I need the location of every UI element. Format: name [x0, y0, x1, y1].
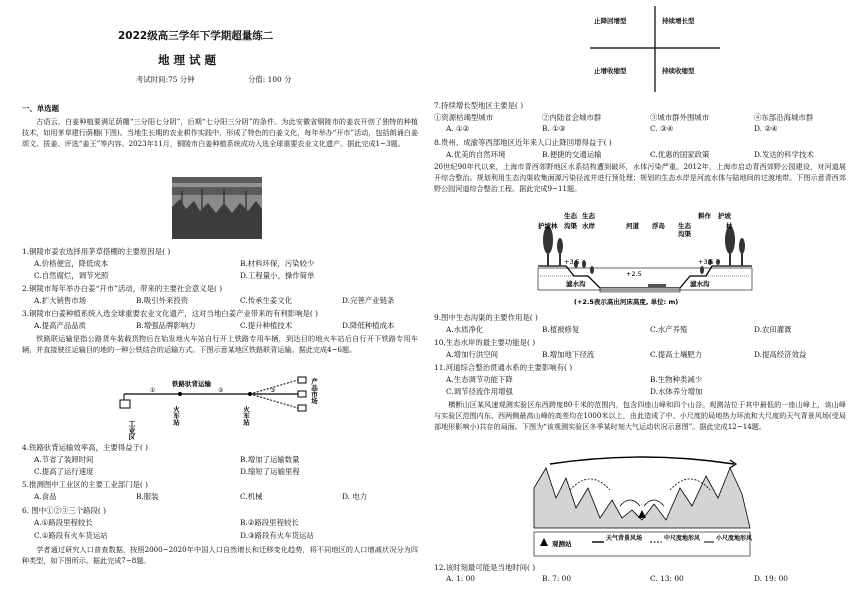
q12-option-a[interactable]: A. 1: 00 [446, 574, 475, 583]
q6-stem: 6. 图中①②③三个路段( ) [22, 506, 107, 515]
height-right: +3.5 [698, 258, 714, 266]
q4-stem: 4.铁路驮背运输效率高，主要得益于( ) [22, 443, 149, 452]
q7-option-c[interactable]: C. ③④ [650, 124, 674, 133]
q3-option-b[interactable]: B.增强品牌影响力 [136, 321, 196, 330]
quadrant-top-left: 止降回增型 [594, 17, 627, 25]
q11-option-a[interactable]: A.生态调节功能下降 [446, 375, 513, 384]
market-label: 产品市场 [310, 378, 318, 404]
q1-option-a[interactable]: A.价格便宜，降低成本 [34, 259, 109, 268]
q1-stem: 1.铜陵市姜农选择用茅草搭棚的主要原因是( ) [22, 247, 171, 256]
subject-title: 地 理 试 题 [158, 53, 217, 67]
q10-option-a[interactable]: A.增加行洪空间 [446, 350, 499, 359]
left-column [0, 0, 420, 607]
q3-stem: 3.铜陵市白姜种植系统入选全球重要农业文化遗产，这对当地白姜产业带来的有利影响是( ) [22, 309, 319, 318]
q4-option-b[interactable]: B.增加了运输数量 [240, 455, 300, 464]
marker-2: ② [218, 387, 224, 394]
marker-3: ③ [270, 387, 276, 394]
label-ditch-left: 沟渠 [564, 222, 577, 230]
section-heading: 一、单选题 [22, 104, 59, 113]
q7-item-3: ③城市群外围城市 [650, 113, 710, 122]
q3-option-c[interactable]: C.提升种植技术 [240, 321, 293, 330]
q12-option-d[interactable]: D. 19: 00 [754, 574, 789, 583]
q7-option-a[interactable]: A. ①② [446, 124, 470, 133]
q8-option-b[interactable]: B.便捷的交通运输 [542, 150, 602, 159]
q7-option-b[interactable]: B. ①③ [542, 124, 566, 133]
q1-option-d[interactable]: D.工程量小，操作简单 [240, 271, 315, 280]
q10-option-d[interactable]: D.提高经济效益 [754, 350, 807, 359]
q6-option-b[interactable]: B.②路段里程较长 [240, 518, 299, 527]
q6-option-a[interactable]: A.①路段里程较长 [34, 518, 93, 527]
industry-area-label: 工业区 [128, 420, 136, 440]
q7-stem: 7.持续增长型地区主要是( ) [434, 101, 524, 110]
q4-option-c[interactable]: C.提高了运行速度 [34, 467, 94, 476]
quadrant-bottom-right: 持续收缩型 [662, 67, 695, 75]
passage-5: 横断山区某风速观测实验区东西跨度80千米的范围内，包含四座山峰和四个山谷。观测站位于其中最低的一座山峰上，该山峰与实验区范围内东、西两侧最高山峰的高差均在1000米以上，由此造成了中、小尺度的局地热力环流和大尺度的天气背景风场(受局部地形影响小)共存的局面。下图为“该观测实验区冬季某时刻大气运动状况示意图”。据此完成12~14题。 [434, 400, 846, 432]
ginger-shed-photo [172, 177, 262, 239]
quadrant-top-right: 持续增长型 [662, 17, 695, 25]
q8-option-c[interactable]: C.优惠的国家政策 [650, 150, 710, 159]
passage-3: 学者通过研究人口普查数据，按照2000~2020年中国人口自然增长和迁移变化趋势，将不同地区的人口增减状况分为四种类型，如下图所示。据此完成7~8题。 [22, 545, 418, 566]
passage-4: 20世纪90年代以来，上海市青西郊野地区水系结构遭到破坏，水体污染严重。2012年，上海市启动青西郊野公园建设，对河道展开综合整治。规划利用生态沟渠收集面源污染径流并进行预处理；规划的生态水岸是河流水体与陆地间的过渡地带。下图示意青西郊野公园河道综合整治工程。据此完成9~11题。 [434, 162, 846, 194]
legend-meso-wind: 中尺度地形风 [664, 535, 701, 542]
river-caption: (+2.5表示高出河床高度, 单位: m) [574, 298, 679, 306]
q3-option-d[interactable]: D.降低种植成本 [342, 321, 395, 330]
exam-title: 2022级高三学年下学期超量练二 [118, 30, 274, 42]
label-eco-1: 生态 [564, 212, 577, 220]
right-column [430, 0, 850, 607]
label-eco-3: 生态 [678, 222, 691, 230]
passage-2: 铁路联运输是指公路货车装载货物后在始发地火车站自行开上铁路专用车辆，到达目的地火车站后自行开下铁路专用车辆，并直接驶往运输目的地的一种公铁结合的运输方式。下图示意某地区铁路联背运输。据此完成4~6题。 [22, 334, 418, 355]
height-left: +3.5 [564, 258, 580, 266]
q12-stem: 12.该时刻最可能是当地时间( ) [434, 563, 536, 572]
q11-option-b[interactable]: B.生物种类减少 [650, 375, 703, 384]
q7-item-1: ①资源枯竭型城市 [434, 113, 494, 122]
rail-transport-diagram [110, 374, 340, 440]
q8-option-a[interactable]: A.优美的自然环境 [446, 150, 506, 159]
q2-option-a[interactable]: A.扩大销售市场 [34, 296, 87, 305]
exam-time: 考试时间:75 分钟 [136, 75, 195, 84]
exam-score: 分值: 100 分 [248, 75, 292, 84]
label-floating-island: 浮岛 [652, 222, 665, 230]
q10-stem: 10.生态水岸的最主要功能是( ) [434, 338, 536, 347]
q7-item-2: ②内陆省会城市群 [542, 113, 602, 122]
label-eco-2: 生态 [582, 212, 595, 220]
q9-option-a[interactable]: A.水质净化 [446, 325, 484, 334]
q9-option-d[interactable]: D.农田灌溉 [754, 325, 792, 334]
height-channel: +2.5 [626, 270, 642, 278]
label-forest-right: 林 [726, 222, 733, 230]
q12-option-c[interactable]: C. 13: 00 [650, 574, 684, 583]
station-label-2: 火车站 [242, 406, 250, 426]
q5-stem: 5.推测图中工业区的主要工业部门是( ) [22, 480, 149, 489]
q5-option-c[interactable]: C.机械 [240, 492, 263, 501]
q5-option-d[interactable]: D. 电力 [342, 492, 368, 501]
river-remediation-diagram [530, 206, 760, 308]
mountain-wind-diagram [530, 448, 754, 558]
filter-ditch-left: 滤水沟 [566, 280, 586, 288]
q4-option-a[interactable]: A.节省了装卸时间 [34, 455, 94, 464]
label-slope-forest-left: 护坡林 [538, 222, 558, 230]
q6-option-d[interactable]: D.③路段有火车货运站 [240, 531, 314, 540]
legend-micro-wind: 小尺度地形风 [716, 535, 753, 542]
q2-option-d[interactable]: D.完善产业链条 [342, 296, 395, 305]
q6-option-c[interactable]: C.①路段有火车货运站 [34, 531, 108, 540]
q3-option-a[interactable]: A.提高产品品质 [34, 321, 87, 330]
station-label-1: 火车站 [172, 406, 180, 426]
q11-option-c[interactable]: C.调节径流作用增强 [446, 387, 513, 396]
population-type-quadrant [590, 6, 720, 92]
legend-background-wind: 天气背景风场 [606, 535, 643, 542]
filter-ditch-right: 滤水沟 [690, 280, 710, 288]
q10-option-c[interactable]: C.提高土壤肥力 [650, 350, 703, 359]
q11-stem: 11.河道综合整治贯通水系的主要影响有( ) [434, 363, 573, 372]
label-channel: 河道 [626, 222, 639, 230]
q5-option-a[interactable]: A.食品 [34, 492, 57, 501]
q1-option-b[interactable]: B.材料环保，污染较少 [240, 259, 315, 268]
quadrant-bottom-left: 止增收缩型 [594, 67, 627, 75]
q9-stem: 9.图中生态沟渠的主要作用是( ) [434, 313, 538, 322]
q4-option-d[interactable]: D.缩短了运输里程 [240, 467, 300, 476]
q2-option-c[interactable]: C.传承生姜文化 [240, 296, 293, 305]
q8-option-d[interactable]: D.发达的科学技术 [754, 150, 814, 159]
q9-option-c[interactable]: C.水产养殖 [650, 325, 688, 334]
q9-option-b[interactable]: B.植被修复 [542, 325, 580, 334]
passage-1: 古语云，白姜种植要满足荫棚“三分阳七分阴”，后期“七分阳三分阴”的条件。为此安徽省铜陵市的姜农开创了独特的种植技术，如用茅草建行荫棚(下图)。当地生长期的农业耕作实践中，形成了特色的白姜文化，每年举办“开市”活动，包括朗诵白姜颂文、拔姜、评选“姜王”等内容。2023年11月，铜陵市白姜种植系统成功入选全球重要农业文化遗产。据此完成1~3题。 [22, 117, 418, 149]
q12-option-b[interactable]: B. 7: 00 [542, 574, 572, 583]
label-slope: 护坡 [718, 212, 731, 220]
q10-option-b[interactable]: B.增加地下径流 [542, 350, 595, 359]
q2-stem: 2.铜陵市每年举办白姜“开市”活动，带来的主要社会意义是( ) [22, 284, 223, 293]
q8-stem: 8.贵州、成渝等西部地区近年来人口止降回增得益于( ) [434, 138, 612, 147]
q2-option-b[interactable]: B.吸引外来投资 [136, 296, 189, 305]
label-bank: 水岸 [582, 222, 595, 230]
rail-label: 铁路驮背运输 [172, 380, 211, 388]
q7-option-d[interactable]: D. ②④ [754, 124, 778, 133]
marker-1: ① [150, 387, 156, 394]
q7-item-4: ④东部沿海城市群 [754, 113, 814, 122]
label-farming: 耕作 [698, 212, 711, 220]
q1-option-c[interactable]: C.自然腐烂，调节光照 [34, 271, 109, 280]
label-ditch-right: 沟渠 [678, 230, 691, 238]
q5-option-b[interactable]: B.服装 [136, 492, 159, 501]
legend-station: 观测站 [552, 540, 572, 548]
q11-option-d[interactable]: D.水体养分增加 [650, 387, 703, 396]
